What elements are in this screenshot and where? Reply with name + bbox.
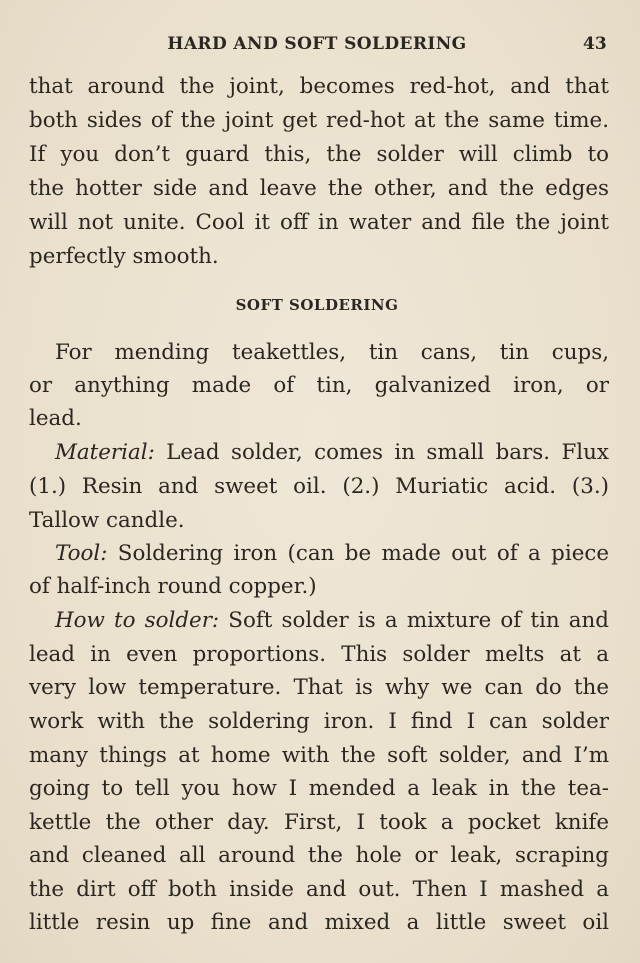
text-line: of half-inch round copper.) (29, 574, 317, 599)
tool-text: Soldering iron (can be made out of a piece (107, 541, 609, 566)
material-line (55, 436, 609, 469)
text-line: and cleaned all around the hole or leak, scraping (29, 843, 609, 868)
text-line: both sides of the joint get red-hot at the same time. (29, 108, 609, 133)
how-to-label: How to solder: (55, 608, 220, 633)
how-to-text: Soft solder is a mixture of tin and (219, 608, 609, 633)
text-line: For mending teakettles, tin cans, tin cups, (55, 340, 609, 365)
tool-label: Tool: (55, 541, 108, 566)
text-line: very low temperature. That is why we can do the (29, 675, 609, 700)
running-title: HARD AND SOFT SOLDERING (167, 34, 467, 54)
text-line: perfectly smooth. (29, 244, 219, 269)
text-line: (1.) Resin and sweet oil. (2.) Muriatic acid. (3.) (29, 474, 609, 499)
text-line: Tallow candle. (29, 508, 185, 533)
text-line: kettle the other day. First, I took a pocket knife (29, 810, 609, 835)
text-line: If you don’t guard this, the solder will climb to (29, 142, 609, 167)
text-line: the dirt off both inside and out. Then I mashed a (29, 877, 609, 902)
tool-line (55, 537, 609, 570)
text-line: will not unite. Cool it off in water and file the joint (29, 210, 609, 235)
text-line: lead. (29, 406, 82, 431)
text-line: many things at home with the soft solder, and I’m (29, 743, 609, 768)
material-text: Lead solder, comes in small bars. Flux (154, 440, 609, 465)
text-line: little resin up fine and mixed a little sweet oil (29, 910, 609, 935)
how-to-line (55, 604, 609, 637)
text-line: work with the soldering iron. I find I can solder (29, 709, 609, 734)
text-line: lead in even proportions. This solder melts at a (29, 642, 609, 667)
running-head (0, 34, 640, 58)
text-line: the hotter side and leave the other, and the edges (29, 176, 609, 201)
text-line: going to tell you how I mended a leak in the tea- (29, 776, 609, 801)
material-label: Material: (55, 440, 155, 465)
text-line: or anything made of tin, galvanized iron, or (29, 373, 609, 398)
page-number: 43 (583, 34, 607, 54)
text-line: that around the joint, becomes red-hot, and that (29, 74, 609, 99)
section-heading: SOFT SOLDERING (235, 296, 399, 314)
